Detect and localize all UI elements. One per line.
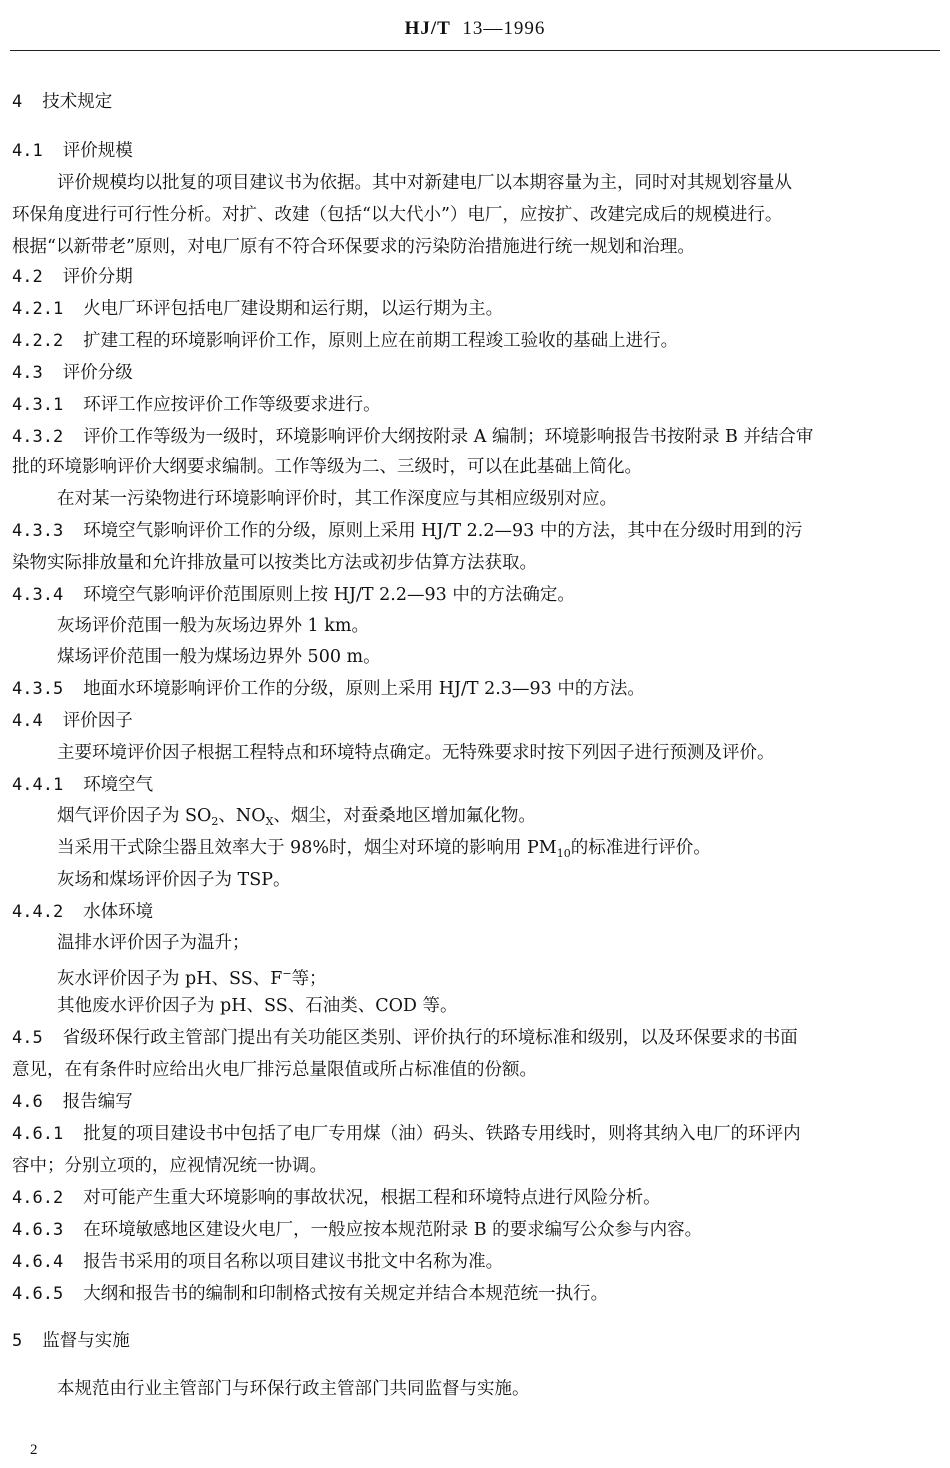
page-number: 2 xyxy=(30,1442,38,1458)
clause-4-4-2: 4.4.2 水体环境 xyxy=(12,902,154,922)
paragraph-line: 根据“以新带老”原则，对电厂原有不符合环保要求的污染防治措施进行统一规划和治理。 xyxy=(12,237,695,257)
paragraph-line: 灰水评价因子为 pH、SS、F−等； xyxy=(57,967,327,989)
clause-4-6-5: 4.6.5 大纲和报告书的编制和印制格式按有关规定并结合本规范统一执行。 xyxy=(12,1284,609,1304)
paragraph-line: 评价规模均以批复的项目建议书为依据。其中对新建电厂以本期容量为主，同时对其规划容量从 xyxy=(57,173,792,193)
clause-4-3-5: 4.3.5 地面水环境影响评价工作的分级，原则上采用 HJ/T 2.3—93 中的方法。 xyxy=(12,679,645,699)
paragraph-line: 烟气评价因子为 $SO_2$、$NO_X$、烟尘，对蚕桑地区增加氟化物。 xyxy=(57,806,536,828)
paragraph-line: 容中；分别立项的，应视情况统一协调。 xyxy=(12,1156,327,1176)
clause-4-4-1: 4.4.1 环境空气 xyxy=(12,775,154,795)
paragraph-line: 在对某一污染物进行环境影响评价时，其工作深度应与其相应级别对应。 xyxy=(57,489,617,509)
section-4-1-heading: 4.1 评价规模 xyxy=(12,141,133,161)
paragraph-line: 本规范由行业主管部门与环保行政主管部门共同监督与实施。 xyxy=(57,1379,530,1399)
clause-4-2-2: 4.2.2 扩建工程的环境影响评价工作，原则上应在前期工程竣工验收的基础上进行。 xyxy=(12,331,679,351)
paragraph-line: 煤场评价范围一般为煤场边界外 500 m。 xyxy=(57,647,381,667)
paragraph-line: 染物实际排放量和允许排放量可以按类比方法或初步估算方法获取。 xyxy=(12,553,537,573)
section-5-heading: 5 监督与实施 xyxy=(12,1331,130,1351)
clause-4-3-1: 4.3.1 环评工作应按评价工作等级要求进行。 xyxy=(12,395,381,415)
paragraph-line: 灰场和煤场评价因子为 TSP。 xyxy=(57,870,291,890)
paragraph-line: 温排水评价因子为温升； xyxy=(57,933,250,953)
standard-prefix: HJ/T xyxy=(404,18,451,39)
section-4-heading: 4 技术规定 xyxy=(12,92,113,112)
clause-4-2-1: 4.2.1 火电厂环评包括电厂建设期和运行期，以运行期为主。 xyxy=(12,299,504,319)
clause-4-3-3: 4.3.3 环境空气影响评价工作的分级，原则上采用 HJ/T 2.2—93 中的方法，其中在分级时用到的污 xyxy=(12,521,803,541)
paragraph-line: 灰场评价范围一般为灰场边界外 1 km。 xyxy=(57,616,369,636)
paragraph-line: 当采用干式除尘器且效率大于 98%时，烟尘对环境的影响用 $PM_{10}$的标准进行评价。 xyxy=(57,838,711,860)
paragraph-line: 批的环境影响评价大纲要求编制。工作等级为二、三级时，可以在此基础上简化。 xyxy=(12,457,642,477)
paragraph-line: 环保角度进行可行性分析。对扩、改建（包括“以大代小”）电厂，应按扩、改建完成后的规模进行。 xyxy=(12,205,783,225)
section-4-6-heading: 4.6 报告编写 xyxy=(12,1092,133,1112)
clause-4-3-2: 4.3.2 评价工作等级为一级时，环境影响评价大纲按附录 A 编制；环境影响报告书按附录 B 并结合审 xyxy=(12,427,814,447)
clause-4-3-4: 4.3.4 环境空气影响评价范围原则上按 HJ/T 2.2—93 中的方法确定。 xyxy=(12,585,575,605)
section-4-2-heading: 4.2 评价分期 xyxy=(12,267,133,287)
standard-number: 13—1996 xyxy=(462,18,546,39)
header-rule xyxy=(10,50,940,51)
section-4-4-heading: 4.4 评价因子 xyxy=(12,711,133,731)
clause-4-6-2: 4.6.2 对可能产生重大环境影响的事故状况，根据工程和环境特点进行风险分析。 xyxy=(12,1188,661,1208)
clause-4-6-4: 4.6.4 报告书采用的项目名称以项目建议书批文中名称为准。 xyxy=(12,1252,504,1272)
paragraph-line: 主要环境评价因子根据工程特点和环境特点确定。无特殊要求时按下列因子进行预测及评价。 xyxy=(57,743,775,763)
page-header xyxy=(0,18,950,40)
paragraph-line: 意见，在有条件时应给出火电厂排污总量限值或所占标准值的份额。 xyxy=(12,1060,537,1080)
clause-4-6-3: 4.6.3 在环境敏感地区建设火电厂，一般应按本规范附录 B 的要求编写公众参与内容。 xyxy=(12,1220,703,1240)
clause-4-6-1: 4.6.1 批复的项目建设书中包括了电厂专用煤（油）码头、铁路专用线时，则将其纳入电厂的环评内 xyxy=(12,1124,801,1144)
section-4-3-heading: 4.3 评价分级 xyxy=(12,363,133,383)
paragraph-line: 其他废水评价因子为 pH、SS、石油类、COD 等。 xyxy=(57,996,458,1016)
section-4-5: 4.5 省级环保行政主管部门提出有关功能区类别、评价执行的环境标准和级别，以及环保要求的书面 xyxy=(12,1028,798,1048)
